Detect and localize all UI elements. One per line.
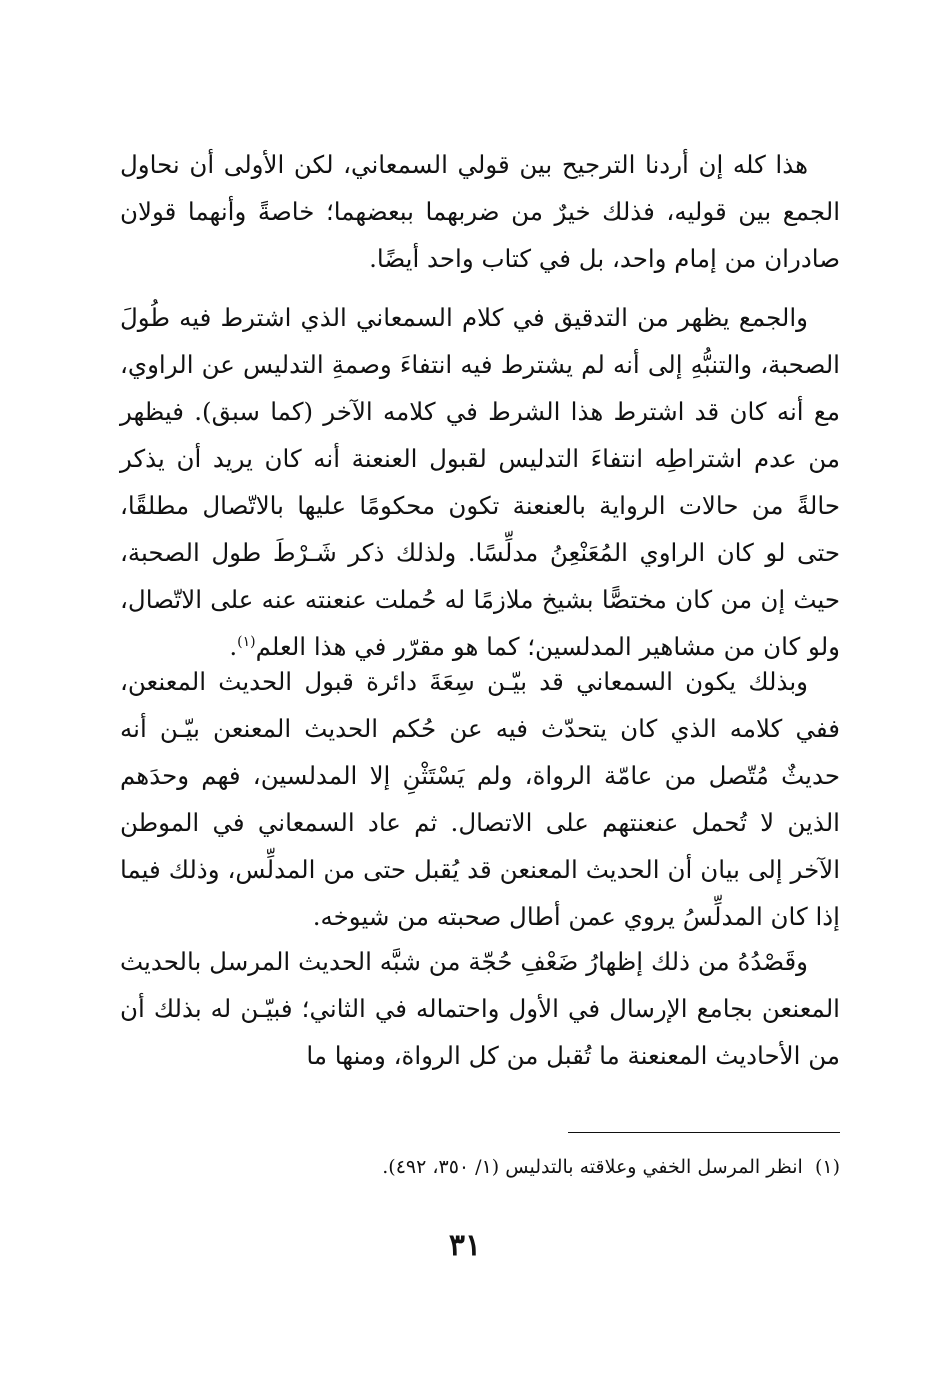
paragraph-1	[120, 141, 840, 282]
footnote	[300, 1152, 840, 1182]
paragraph-4-text: وقَصْدُهُ من ذلك إظهارُ ضَعْفِ حُجّة من شبَّه الحديث المرسل بالحديث المعنعن بجامع الإرسال في الأول واحتماله في الثاني؛ فبيّـن له بذلك أن من الأحاديث المعنعنة ما تُقبل من كل الرواة، ومنها ما	[120, 947, 840, 1070]
page-number: ٣١	[448, 1228, 482, 1263]
paragraph-2-body	[120, 294, 840, 670]
paragraph-2	[120, 294, 840, 670]
paragraph-2-text: والجمع يظهر من التدقيق في كلام السمعاني الذي اشترط فيه طُولَ الصحبة، والتنبُّهِ إلى أنه لم يشترط فيه انتفاءَ وصمةِ التدليس عن الراوي، مع أنه كان قد اشترط هذا الشرط في كلامه الآخر (كما سبق). فيظهر من عدم اشتراطِه انتفاءَ التدليس لقبول العنعنة أنه كان يريد أن يذكر حالةً من حالات الرواية بالعنعنة تكون محكومًا عليها بالاتّصال مطلقًا، حتى لو كان الراوي المُعَنْعِنُ مدلِّسًا. ولذلك ذكر شَـرْطَ طول الصحبة، حيث إن من كان مختصًّا بشيخ ملازمًا له حُملت عنعنته عنه على الاتّصال، ولو كان من مشاهير المدلسين؛ كما هو مقرّر في هذا العلم	[120, 303, 840, 661]
paragraph-3	[120, 658, 840, 940]
paragraph-3-text: وبذلك يكون السمعاني قد بيّـن سِعَةَ دائرة قبول الحديث المعنعن، ففي كلامه الذي كان يتحدّث فيه عن حُكم الحديث المعنعن بيّـن أنه حديثٌ مُتّصل من عامّة الرواة، ولم يَسْتَثْنِ إلا المدلسين، فهم وحدَهم الذين لا تُحمل عنعنتهم على الاتصال. ثم عاد السمعاني في الموطن الآخر إلى بيان أن الحديث المعنعن قد يُقبل حتى من المدلِّس، وذلك فيما إذا كان المدلِّسُ يروي عمن أطال صحبته من شيوخه.	[120, 667, 840, 931]
paragraph-1-text: هذا كله إن أردنا الترجيح بين قولي السمعاني، لكن الأولى أن نحاول الجمع بين قوليه، فذلك خيرٌ من ضربهما ببعضهما؛ خاصةً وأنهما قولان صادران من إمام واحد، بل في كتاب واحد أيضًا.	[120, 150, 840, 273]
footnote-text: انظر المرسل الخفي وعلاقته بالتدليس (١/ ٣٥٠، ٤٩٢).	[382, 1156, 803, 1178]
footnote-reference[interactable]: (١)	[237, 633, 256, 650]
footnote-divider	[568, 1132, 840, 1133]
footnote-number: (١)	[814, 1156, 840, 1178]
paragraph-2-ending: .	[229, 632, 238, 661]
paragraph-4	[120, 938, 840, 1079]
